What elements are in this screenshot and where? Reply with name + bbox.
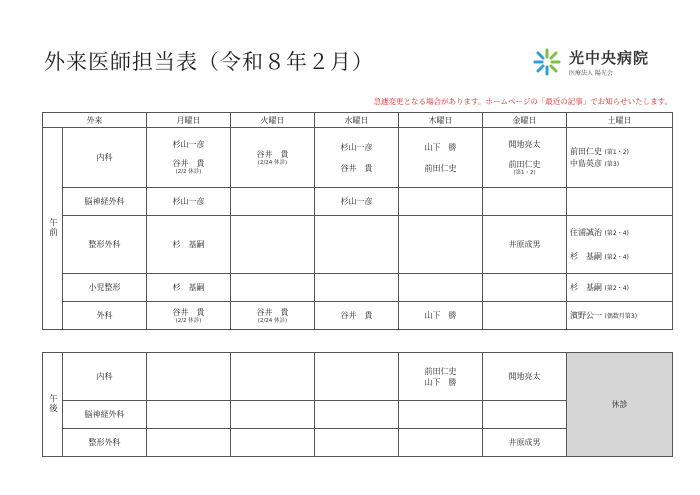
cell-ortho-mon: 杉 基嗣 <box>147 216 231 274</box>
cell-pedi-wed <box>315 274 399 302</box>
pm-ortho-thu <box>399 429 483 457</box>
pm-neuro-fri <box>483 401 567 429</box>
hospital-logo <box>531 46 671 80</box>
am-schedule-table <box>42 112 673 330</box>
cell-neuro-tue <box>231 188 315 216</box>
cell-neuro-wed: 杉山一彦 <box>315 188 399 216</box>
header-tue: 火曜日 <box>231 113 315 128</box>
pm-neuro-tue <box>231 401 315 429</box>
row-neurosurgery <box>43 188 673 216</box>
row-surgery <box>43 302 673 330</box>
cell-surgery-wed: 谷井 貴 <box>315 302 399 330</box>
cell-surgery-sat: 濱野公一 (偶数月第3) <box>567 302 673 330</box>
cell-neuro-thu <box>399 188 483 216</box>
header-mon: 月曜日 <box>147 113 231 128</box>
cell-internal-mon: 杉山一彦 谷井 貴 (2/2 休診) <box>147 128 231 188</box>
pm-dept-orthopedics: 整形外科 <box>63 429 147 457</box>
pm-ortho-mon <box>147 429 231 457</box>
cell-neuro-mon: 杉山一彦 <box>147 188 231 216</box>
hospital-corp: 医療法人 陽光会 <box>569 70 613 77</box>
pm-neuro-wed <box>315 401 399 429</box>
cell-internal-wed: 杉山一彦 谷井 貴 <box>315 128 399 188</box>
page-title: 外来医師担当表（令和８年２月） <box>44 50 374 74</box>
pm-internal-thu: 前田仁史 山下 勝 <box>399 353 483 401</box>
pm-neuro-thu <box>399 401 483 429</box>
cell-surgery-fri <box>483 302 567 330</box>
pm-ortho-wed <box>315 429 399 457</box>
cell-neuro-fri <box>483 188 567 216</box>
cell-ortho-sat: 住浦誠治 (第2・4) 杉 基嗣 (第2・4) <box>567 216 673 274</box>
pm-dept-internal: 内科 <box>63 353 147 401</box>
dept-orthopedics: 整形外科 <box>63 216 147 274</box>
cell-internal-fri: 開地亮太 前田仁史 (第1・2) <box>483 128 567 188</box>
change-notice: 急遽変更となる場合があります。ホームページの「最近の記事」でお知らせいたします。 <box>373 97 672 106</box>
period-am: 午前 <box>43 128 63 330</box>
cell-surgery-tue: 谷井 貴 (2/24 休診) <box>231 302 315 330</box>
cell-internal-thu: 山下 勝 前田仁史 <box>399 128 483 188</box>
pm-internal-fri: 開地亮太 <box>483 353 567 401</box>
dept-surgery: 外科 <box>63 302 147 330</box>
cell-pedi-sat: 杉 基嗣 (第2・4) <box>567 274 673 302</box>
dept-pediatric-ortho: 小児整形 <box>63 274 147 302</box>
pm-internal-wed <box>315 353 399 401</box>
cell-internal-tue: 谷井 貴 (2/24 休診) <box>231 128 315 188</box>
header-outpatient: 外来 <box>43 113 147 128</box>
pm-internal-tue <box>231 353 315 401</box>
row-internal <box>43 128 673 188</box>
pm-ortho-fri: 井原成男 <box>483 429 567 457</box>
row-orthopedics <box>43 216 673 274</box>
pm-row-internal <box>43 353 673 401</box>
cell-ortho-thu <box>399 216 483 274</box>
header-wed: 水曜日 <box>315 113 399 128</box>
cell-pedi-thu <box>399 274 483 302</box>
cell-pedi-tue <box>231 274 315 302</box>
cell-pedi-mon: 杉 基嗣 <box>147 274 231 302</box>
period-pm: 午後 <box>43 353 63 457</box>
header-sat: 土曜日 <box>567 113 673 128</box>
cell-internal-sat: 前田仁史 (第1・2) 中島英彦 (第3) <box>567 128 673 188</box>
pm-dept-neurosurgery: 脳神経外科 <box>63 401 147 429</box>
dept-neurosurgery: 脳神経外科 <box>63 188 147 216</box>
hospital-name: 光中央病院 <box>569 49 650 67</box>
dept-internal: 内科 <box>63 128 147 188</box>
header-fri: 金曜日 <box>483 113 567 128</box>
cell-pedi-fri <box>483 274 567 302</box>
pm-neuro-mon <box>147 401 231 429</box>
pm-ortho-tue <box>231 429 315 457</box>
header-row <box>43 113 673 128</box>
cell-ortho-wed <box>315 216 399 274</box>
pm-internal-mon <box>147 353 231 401</box>
star-burst-icon <box>531 46 563 78</box>
cell-ortho-fri: 井原成男 <box>483 216 567 274</box>
cell-surgery-thu: 山下 勝 <box>399 302 483 330</box>
row-pediatric-ortho <box>43 274 673 302</box>
cell-ortho-tue <box>231 216 315 274</box>
pm-saturday-closed: 休診 <box>567 353 673 457</box>
cell-neuro-sat <box>567 188 673 216</box>
cell-surgery-mon: 谷井 貴 (2/2 休診) <box>147 302 231 330</box>
pm-schedule-table <box>42 352 673 457</box>
header-thu: 木曜日 <box>399 113 483 128</box>
